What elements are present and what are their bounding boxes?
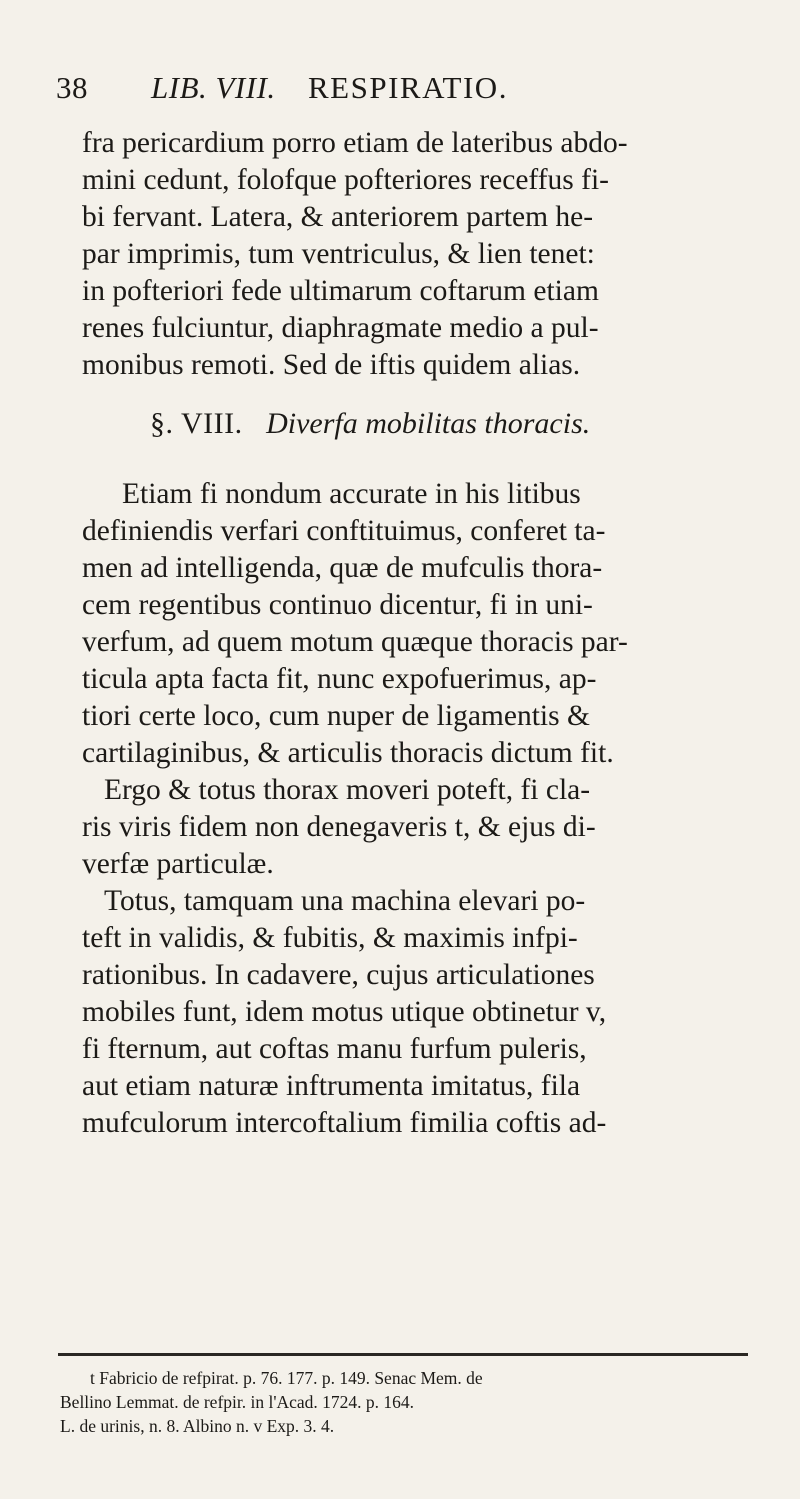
text-line: fra pericardium porro etiam de lateribus abdo-	[82, 127, 628, 159]
footnote-line: t Fabricio de refpirat. p. 76. 177. p. 149. Senac Mem. de	[90, 1368, 483, 1388]
text-line: ticula apta facta fit, nunc expofuerimus, ap-	[82, 663, 597, 695]
chapter-title: RESPIRATIO.	[308, 70, 508, 105]
footnotes	[60, 1366, 760, 1438]
text-line: mufculorum intercoftalium fimilia coftis ad-	[82, 1107, 607, 1139]
text-line: mini cedunt, folofque pofteriores receffus fi-	[82, 164, 609, 196]
text-line: in pofteriori fede ultimarum coftarum etiam	[82, 275, 599, 307]
text-line: bi fervant. Latera, & anteriorem partem he-	[82, 201, 594, 233]
text-line: tiori certe loco, cum nuper de ligamentis &	[82, 700, 590, 732]
text-line: Ergo & totus thorax moveri poteft, fi cla-	[104, 774, 591, 806]
paragraph-2	[82, 476, 752, 1142]
text-line: aut etiam naturæ inftrumenta imitatus, fila	[82, 1070, 581, 1102]
footnote-line: L. de urinis, n. 8. Albino n. v Exp. 3. 4.	[60, 1416, 335, 1436]
section-title: Diverfa mobilitas thoracis.	[266, 407, 591, 440]
text-line: rationibus. In cadavere, cujus articulationes	[82, 959, 595, 991]
text-line: mobiles funt, idem motus utique obtinetur v,	[82, 996, 607, 1028]
text-line: men ad intelligenda, quæ de mufculis thora-	[82, 552, 603, 584]
running-header	[56, 70, 656, 114]
text-line: par imprimis, tum ventriculus, & lien tenet:	[82, 238, 595, 270]
text-line: renes fulciuntur, diaphragmate medio a pul-	[82, 312, 599, 344]
text-line: Totus, tamquam una machina elevari po-	[104, 885, 586, 917]
text-line: cem regentibus continuo dicentur, fi in uni-	[82, 589, 593, 621]
text-line: verfæ particulæ.	[82, 848, 274, 880]
paragraph-1	[82, 125, 742, 384]
text-line: fi fternum, aut coftas manu furfum puleris,	[82, 1033, 587, 1065]
section-number: §. VIII.	[150, 407, 243, 440]
footnote-line: Bellino Lemmat. de refpir. in l'Acad. 1724. p. 164.	[60, 1392, 415, 1412]
text-line: cartilaginibus, & articulis thoracis dictum fit.	[82, 737, 614, 769]
text-line: ris viris fidem non denegaveris t, & ejus di-	[82, 811, 596, 843]
text-line: definiendis verfari conftituimus, conferet ta-	[82, 515, 606, 547]
text-line: verfum, ad quem motum quæque thoracis par-	[82, 626, 628, 658]
section-heading	[150, 407, 590, 441]
footnote-divider	[58, 1353, 748, 1356]
page-number: 38	[56, 70, 88, 105]
text-line: Etiam fi nondum accurate in his litibus	[122, 478, 581, 510]
text-line: teft in validis, & fubitis, & maximis infpi-	[82, 922, 578, 954]
book-label: LIB. VIII.	[151, 70, 276, 105]
text-line: monibus remoti. Sed de iftis quidem alias.	[82, 349, 581, 381]
